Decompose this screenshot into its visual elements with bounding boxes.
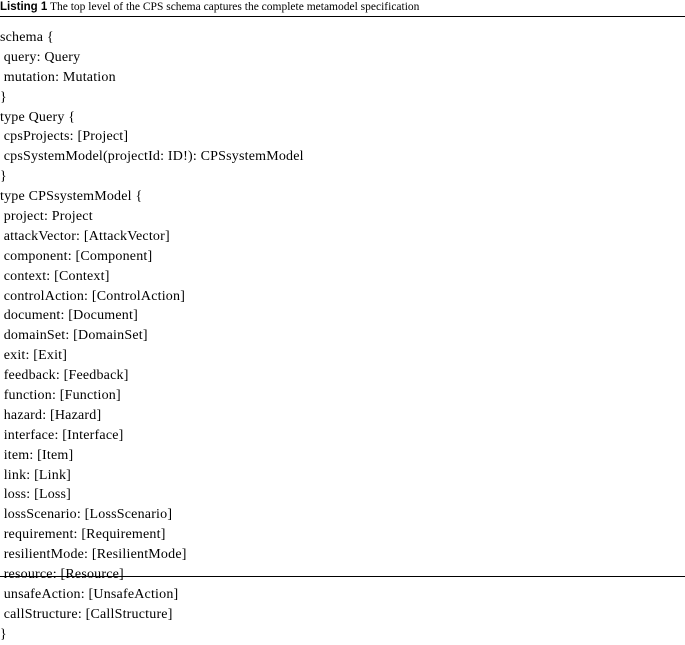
code-line: context: [Context] [0,268,110,284]
code-line: schema { [0,30,54,45]
code-line: cpsSystemModel(projectId: ID!): CPSsystemModel [0,149,304,165]
code-line: } [0,626,7,642]
code-listing [0,28,304,645]
code-line: type CPSsystemModel { [0,189,143,205]
listing-caption [0,0,419,14]
code-line: project: Project [0,209,93,225]
code-line: requirement: [Requirement] [0,527,166,543]
listing-label: Listing 1 [0,1,48,13]
code-line: loss: [Loss] [0,487,72,503]
code-line: item: [Item] [0,447,74,463]
code-line: } [0,169,7,185]
listing-caption-text: The top level of the CPS schema captures the complete metamodel specification [49,1,420,13]
code-line: mutation: Mutation [0,69,116,85]
code-line: type Query { [0,109,76,125]
code-line: cpsProjects: [Project] [0,129,129,145]
code-line: domainSet: [DomainSet] [0,328,148,344]
code-line: link: [Link] [0,467,72,483]
code-line: attackVector: [AttackVector] [0,228,170,244]
code-line: lossScenario: [LossScenario] [0,507,173,523]
code-line: resilientMode: [ResilientMode] [0,547,187,563]
code-line: component: [Component] [0,248,153,264]
code-line: unsafeAction: [UnsafeAction] [0,586,179,602]
bottom-rule [0,576,685,577]
code-line: callStructure: [CallStructure] [0,606,173,622]
code-line: hazard: [Hazard] [0,407,102,423]
code-line: query: Query [0,49,81,65]
code-line: controlAction: [ControlAction] [0,288,186,304]
code-line: exit: [Exit] [0,348,68,364]
code-line: } [0,89,7,105]
top-rule [0,16,685,17]
code-line: interface: [Interface] [0,427,124,443]
code-line: feedback: [Feedback] [0,368,129,384]
code-line: function: [Function] [0,388,121,404]
code-line: document: [Document] [0,308,138,324]
code-line: resource: [Resource] [0,567,124,583]
